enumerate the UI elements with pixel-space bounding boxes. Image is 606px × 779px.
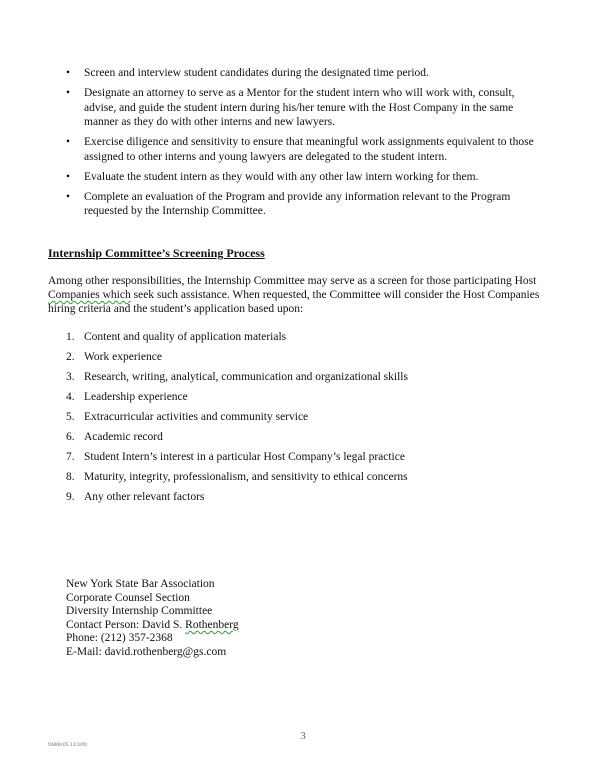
criteria-list [66, 330, 526, 510]
intro-paragraph [48, 274, 548, 316]
criteria-number: 9. [66, 491, 75, 503]
criteria-item [66, 410, 526, 430]
criteria-number: 7. [66, 451, 75, 463]
criteria-number: 8. [66, 471, 75, 483]
bullet-icon: • [66, 136, 71, 148]
criteria-text: Maturity, integrity, professionalism, and sensitivity to ethical concerns [84, 471, 408, 483]
criteria-item [66, 370, 526, 390]
criteria-text: Leadership experience [84, 391, 188, 403]
contact-person-label: Contact Person: David S. [66, 618, 186, 631]
grammar-flagged-text[interactable]: Companies which [48, 289, 131, 301]
bullet-icon: • [66, 170, 71, 183]
document-code: 93000.05 12/3/09 [48, 742, 87, 748]
criteria-number: 6. [66, 431, 75, 443]
criteria-text: Academic record [84, 431, 163, 443]
criteria-item [66, 470, 526, 490]
bullet-item [66, 170, 546, 185]
criteria-number: 5. [66, 411, 75, 423]
criteria-item [66, 450, 526, 470]
contact-email[interactable]: E-Mail: david.rothenberg@gs.com [66, 645, 227, 658]
contact-committee: Diversity Internship Committee [66, 605, 213, 618]
criteria-text: Extracurricular activities and community service [84, 411, 309, 423]
bullet-icon: • [66, 87, 71, 99]
criteria-number: 2. [66, 351, 75, 363]
criteria-item [66, 490, 526, 510]
bullet-text: Complete an evaluation of the Program and provide any information relevant to the Program requested by the Internship Committee. [84, 190, 511, 217]
bullet-icon: • [66, 190, 71, 203]
criteria-item [66, 430, 526, 450]
criteria-number: 1. [66, 331, 75, 343]
bullet-text: Evaluate the student intern as they would with any other law intern working for them. [84, 170, 479, 183]
contact-phone: Phone: (212) 357-2368 [66, 632, 173, 645]
criteria-number: 4. [66, 391, 75, 403]
criteria-text: Any other relevant factors [84, 491, 205, 503]
criteria-text: Student Intern’s interest in a particular Host Company’s legal practice [84, 451, 405, 463]
bullet-text: Screen and interview student candidates during the designated time period. [84, 67, 429, 79]
bullet-text: Designate an attorney to serve as a Mentor for the student intern who will work with, consult, advise, and guide the student intern during his/her tenure with the Host Company in the same manner as they do with other interns and new lawyers. [84, 87, 515, 128]
criteria-item [66, 350, 526, 370]
contact-org: New York State Bar Association [66, 578, 215, 590]
section-heading: Internship Committee’s Screening Process [48, 246, 265, 260]
bullet-item [66, 86, 546, 130]
bullet-item [66, 190, 546, 219]
criteria-text: Research, writing, analytical, communication and organizational skills [84, 371, 408, 383]
paragraph-text-end: seek such assistance. When requested, the Committee will consider the Host Companies hiring criteria and the student’s application based upon: [48, 289, 540, 315]
criteria-text: Content and quality of application materials [84, 331, 287, 343]
criteria-number: 3. [66, 371, 75, 383]
spelling-flagged-text[interactable]: Rothenberg [185, 618, 239, 631]
bullet-item [66, 66, 546, 81]
contact-section: Corporate Counsel Section [66, 591, 190, 604]
host-company-duties-list [66, 66, 546, 224]
page-number: 3 [300, 730, 306, 742]
criteria-item [66, 390, 526, 410]
contact-block [66, 578, 239, 660]
contact-person [66, 619, 239, 633]
bullet-text: Exercise diligence and sensitivity to ensure that meaningful work assignments equivalent to those assigned to other interns and young lawyers are delegated to the student intern. [84, 136, 534, 163]
bullet-item [66, 135, 546, 164]
paragraph-text-start: Among other responsibilities, the Internship Committee may serve as a screen for those participating Host [48, 275, 537, 287]
criteria-item [66, 330, 526, 350]
criteria-text: Work experience [84, 351, 162, 363]
bullet-icon: • [66, 67, 71, 79]
